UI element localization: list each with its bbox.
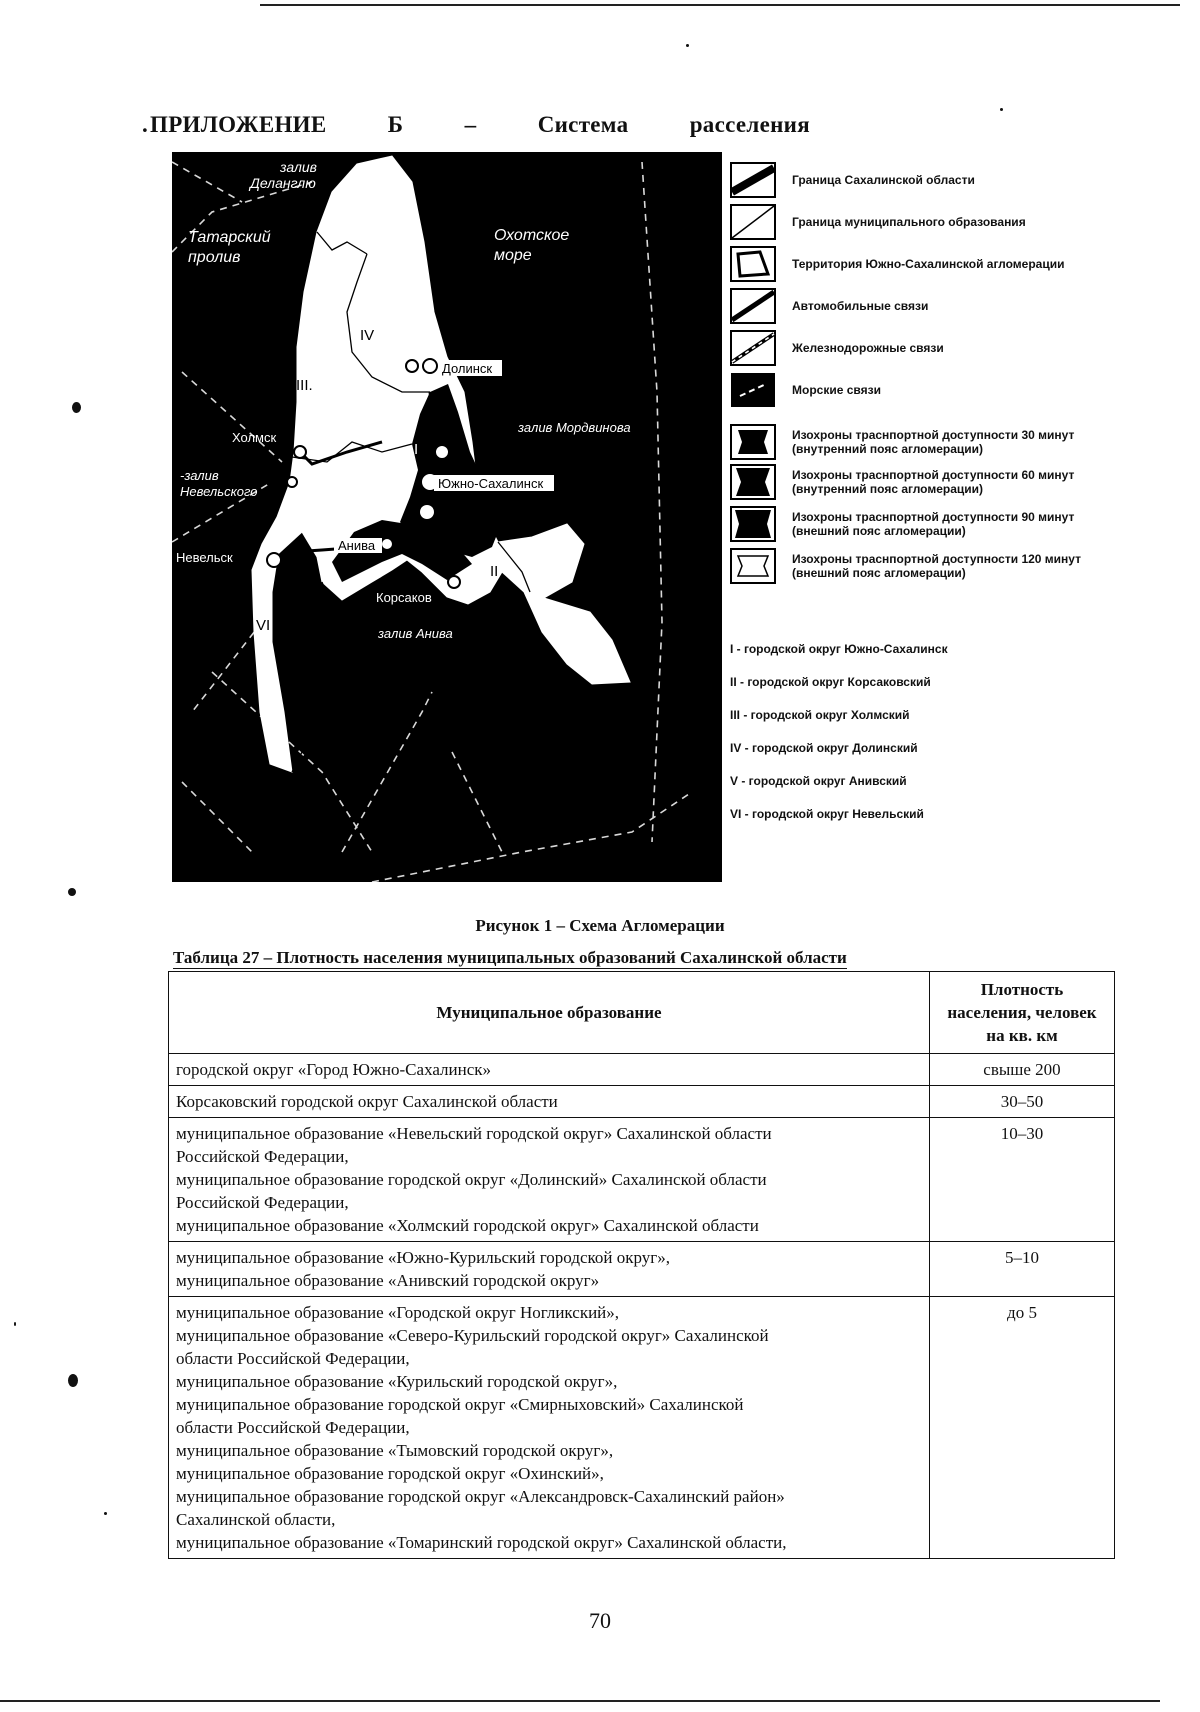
district-vi-label: VI	[256, 617, 271, 634]
legend-label: Территория Южно-Сахалинской агломерации	[792, 257, 1065, 271]
legend-item	[730, 372, 1132, 408]
road-link-icon	[730, 288, 776, 324]
table-row	[169, 1054, 1115, 1086]
isochrone-90-icon	[730, 506, 776, 542]
density-table	[168, 971, 1115, 1559]
heading-word-system: Система	[537, 112, 629, 137]
cell-municipality: муниципальное образование «Невельский городской округ» Сахалинской области Российской Федерации, муниципальное образование городской округ «Долинский» Сахалинской области Российской Федерации, муниципальное образование «Холмский городской округ» Сахалинской области	[169, 1118, 930, 1242]
legend-label: Морские связи	[792, 383, 881, 397]
legend-label: Автомобильные связи	[792, 299, 929, 313]
page-number: 70	[589, 1608, 611, 1633]
cell-municipality: Корсаковский городской округ Сахалинской области	[169, 1086, 930, 1118]
district-iv-label: IV	[360, 327, 375, 344]
nevelsky-bay-label: -залив	[180, 468, 219, 483]
agglomeration-map	[172, 152, 722, 882]
city-nevelsk-label: Невельск	[176, 550, 233, 565]
table-title: Таблица 27 – Плотность населения муниципальных образований Сахалинской области	[173, 948, 847, 967]
district-iii-label: III.	[296, 377, 313, 394]
sea-link-icon	[730, 372, 776, 408]
region-border-icon	[730, 162, 776, 198]
isochrone-60-icon	[730, 464, 776, 500]
district-list-item: II - городской округ Корсаковский	[730, 675, 931, 689]
nevelsky-bay-label-2: Невельского	[180, 484, 258, 499]
heading-word-settlement: расселения	[689, 112, 810, 137]
okhotsk-sea-label: Охотское	[494, 227, 570, 244]
scan-speck	[1000, 108, 1003, 111]
railway-link-icon	[730, 330, 776, 366]
district-ii-label: II	[490, 563, 499, 580]
municipal-border-icon	[730, 204, 776, 240]
legend-item	[730, 424, 1132, 460]
city-dolinsk-label: Долинск	[442, 361, 493, 376]
agglomeration-territory-icon	[730, 246, 776, 282]
city-yuzhno-label: Южно-Сахалинск	[438, 476, 544, 491]
legend-label: Изохроны траснпортной доступности 120 минут (внешний пояс агломерации)	[792, 552, 1082, 580]
cell-municipality: муниципальное образование «Южно-Курильский городской округ», муниципальное образование «Анивский городской округ»	[169, 1242, 930, 1297]
table-row	[169, 1086, 1115, 1118]
legend-item	[730, 464, 1132, 500]
legend-item	[730, 506, 1132, 542]
city-kholmsk-label: Холмск	[232, 430, 277, 445]
cell-density: 10–30	[930, 1118, 1115, 1242]
legend-item	[730, 162, 1132, 198]
cell-density: 30–50	[930, 1086, 1115, 1118]
legend-item	[730, 548, 1132, 584]
bay-delangle-label: залив Деланглю	[250, 159, 317, 191]
cell-density: свыше 200	[930, 1054, 1115, 1086]
district-list-item: IV - городской округ Долинский	[730, 741, 918, 755]
cell-municipality: городской округ «Город Южно-Сахалинск»	[169, 1054, 930, 1086]
tatar-strait-label-2: пролив	[188, 249, 241, 266]
city-korsakov-label: Корсаков	[376, 590, 432, 605]
district-v-label: V	[320, 594, 331, 611]
legend-label: Граница Сахалинской области	[792, 173, 975, 187]
legend-label: Железнодорожные связи	[792, 341, 944, 355]
mordvinov-bay-label: залив Мордвинова	[518, 420, 631, 435]
appendix-heading: . ПРИЛОЖЕНИЕ Б – Система расселения	[142, 112, 810, 137]
table-row	[169, 1118, 1115, 1242]
bottom-rule	[0, 1700, 1160, 1702]
district-list-item: V - городской округ Анивский	[730, 774, 907, 788]
table-row	[169, 1297, 1115, 1559]
heading-word-letter: Б	[387, 112, 404, 137]
heading-word-appendix: ПРИЛОЖЕНИЕ	[150, 112, 327, 137]
district-list-item: VI - городской округ Невельский	[730, 807, 924, 821]
scan-speck	[686, 44, 689, 47]
city-aniva-label: Анива	[338, 538, 376, 553]
legend-item	[730, 330, 1132, 366]
legend-label: Изохроны траснпортной доступности 30 минут (внутренний пояс агломерации)	[792, 428, 1075, 456]
legend-item	[730, 288, 1132, 324]
aniva-bay-label: залив Анива	[378, 626, 453, 641]
header-municipality: Муниципальное образование	[169, 972, 930, 1054]
heading-dash: –	[464, 112, 477, 137]
top-rule	[260, 4, 1180, 6]
district-list-item: III - городской округ Холмский	[730, 708, 910, 722]
legend-item	[730, 204, 1132, 240]
cell-municipality: муниципальное образование «Городской округ Ногликский», муниципальное образование «Северо-Курильский городской округ» Сахалинской области Российской Федерации, муниципальное образование «Курильский городской округ», муниципальное образование городской округ «Смирныховский» Сахалинской области Российской Федерации, муниципальное образование «Тымовский городской округ», муниципальное образование городской округ «Охинский», муниципальное образование городской округ «Александровск-Сахалинский район» Сахалинской области, муниципальное образование «Томаринский городской округ» Сахалинской области,	[169, 1297, 930, 1559]
header-density: Плотность населения, человек на кв. км	[930, 972, 1115, 1054]
legend-label: Изохроны траснпортной доступности 60 минут (внутренний пояс агломерации)	[792, 468, 1075, 496]
figure-caption: Рисунок 1 – Схема Агломерации	[475, 916, 725, 935]
scan-speck	[14, 1322, 16, 1326]
scan-speck	[68, 1374, 78, 1387]
cell-density: 5–10	[930, 1242, 1115, 1297]
table-row	[169, 1242, 1115, 1297]
okhotsk-sea-label-2: море	[494, 247, 532, 264]
legend-label: Граница муниципального образования	[792, 215, 1026, 229]
scan-speck	[72, 402, 81, 413]
district-i-label: I	[414, 441, 419, 458]
district-list-item: I - городской округ Южно-Сахалинск	[730, 642, 948, 656]
scan-speck	[68, 888, 76, 896]
legend-label: Изохроны траснпортной доступности 90 минут (внешний пояс агломерации)	[792, 510, 1075, 538]
table-header-row	[169, 972, 1115, 1054]
scan-speck	[104, 1512, 107, 1515]
tatar-strait-label: Татарский	[188, 229, 271, 246]
legend-item	[730, 246, 1132, 282]
isochrone-120-icon	[730, 548, 776, 584]
cell-density: до 5	[930, 1297, 1115, 1559]
isochrone-30-icon	[730, 424, 776, 460]
